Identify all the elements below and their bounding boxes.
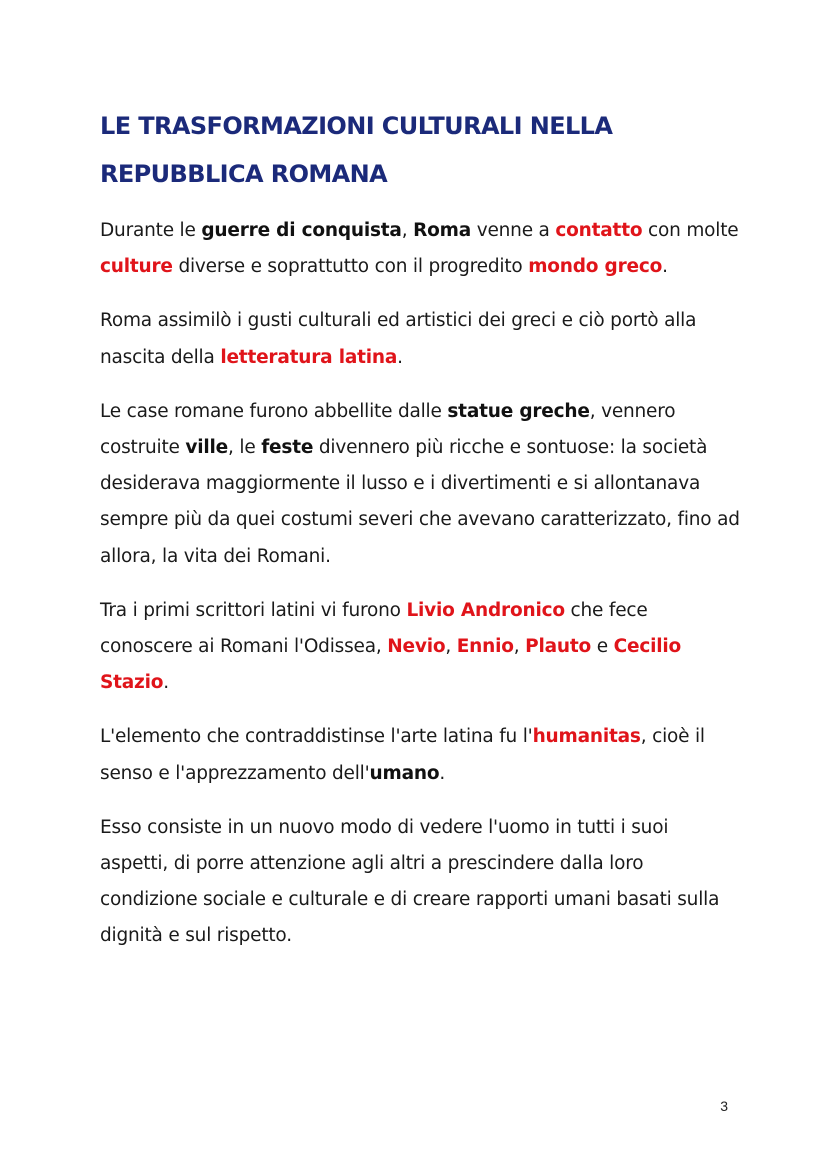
paragraph-definition [100,810,740,955]
text-run: . [397,346,403,368]
page-number: 3 [720,1098,728,1114]
text-run: , cioè il senso e l'apprezzamento dell' [100,726,705,784]
paragraph-writers [100,593,740,702]
page-title [100,102,740,198]
bold-term: ville [185,437,229,459]
highlighted-term: culture [100,256,173,278]
body-text [100,213,740,973]
text-run: venne a [471,220,556,241]
highlighted-term: mondo greco [528,256,663,278]
text-run: Durante le [100,220,202,241]
text-run: che fece conoscere ai Romani l'Odissea, [100,599,648,658]
paragraph-conquest [100,213,740,285]
text-run: , [401,220,414,241]
text-run: . [163,672,169,694]
highlighted-term: letteratura latina [220,346,398,368]
text-run: . [662,256,668,278]
text-run: L'elemento che contraddistinse l'arte latina fu l' [100,726,533,748]
text-run: con molte [642,220,739,241]
highlighted-term: Livio Andronico [406,599,565,621]
title-line-2: REPUBBLICA ROMANA [100,160,388,188]
highlighted-term: humanitas [532,726,641,748]
text-run: Esso consiste in un nuovo modo di vedere l'uomo in tutti i suoi aspetti, di porre attenzione agli altri a prescindere dalla loro condizione sociale e culturale e di creare rapporti umani basati sulla dignità e sul rispetto. [100,816,720,947]
text-run: , [445,636,457,658]
text-run: , le [228,437,262,459]
bold-term: statue greche [447,400,590,422]
highlighted-term: Cecilio Stazio [100,636,682,694]
highlighted-term: Ennio [456,636,514,658]
title-line-1: LE TRASFORMAZIONI CULTURALI NELLA [100,112,613,140]
bold-term: guerre di conquista [201,220,402,241]
paragraph-humanitas [100,719,740,791]
text-run: Tra i primi scrittori latini vi furono [100,599,407,621]
highlighted-term: Nevio [387,636,446,658]
text-run: e [591,636,614,658]
text-run: , [513,636,526,658]
bold-term: feste [261,437,314,459]
highlighted-term: Plauto [525,636,592,658]
bold-term: Roma [413,220,472,241]
bold-term: umano [369,762,440,784]
paragraph-latin-literature [100,303,740,375]
text-run: Le case romane furono abbellite dalle [100,400,448,422]
text-run: . [439,762,446,784]
text-run: divennero più ricche e sontuose: la società desiderava maggiormente il lusso e i divertimenti e si allontanava sempre più da quei costumi severi che avevano caratterizzato, fino ad allora, la vita dei Romani. [100,437,740,567]
text-run: Roma assimilò i gusti culturali ed artistici dei greci e ciò portò alla nascita della [100,310,697,368]
text-run: , vennero costruite [100,400,676,459]
text-run: diverse e soprattutto con il progredito [172,256,529,278]
paragraph-roman-houses [100,394,740,575]
highlighted-term: contatto [555,220,643,241]
